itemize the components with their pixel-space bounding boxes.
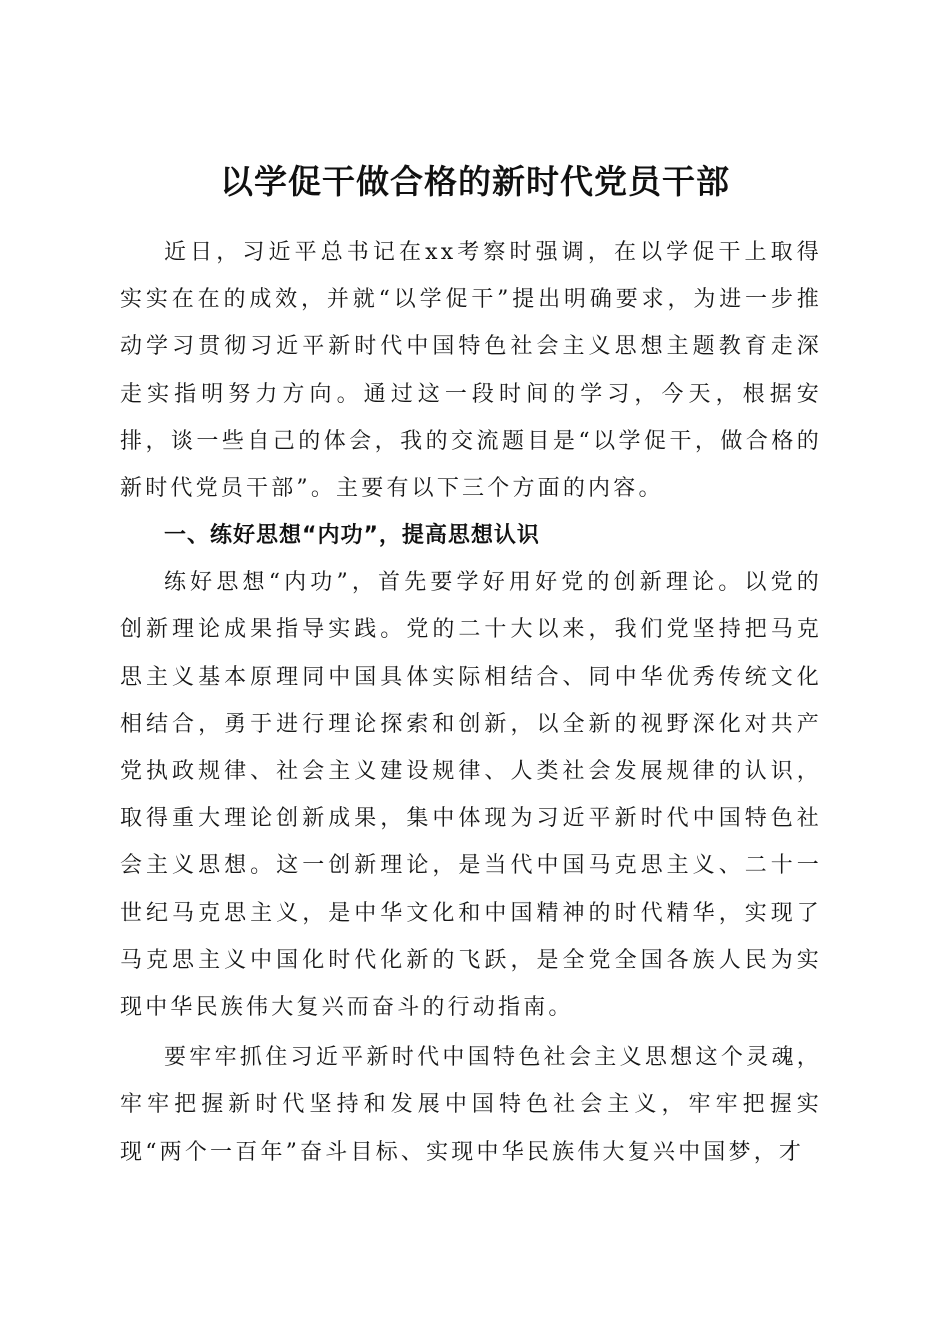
document-title: 以学促干做合格的新时代党员干部 [220, 162, 730, 202]
section-heading: 一、练好思想“内功”，提高思想认识 [164, 523, 540, 549]
body-paragraph: 练好思想“内功”，首先要学好用好党的创新理论。以党的创新理论成果指导实践。党的二十大以来，我们党坚持把马克思主义基本原理同中国具体实际相结合、同中华优秀传统文化相结合，勇于进行理论探索和创新，以全新的视野深化对共产党执政规律、社会主义建设规律、人类社会发展规律的认识，取得重大理论创新成果，集中体现为习近平新时代中国特色社会主义思想。这一创新理论，是当代中国马克思主义、二十一世纪马克思主义，是中华文化和中国精神的时代精华，实现了马克思主义中国化时代化新的飞跃，是全党全国各族人民为实现中华民族伟大复兴而奋斗的行动指南。 [120, 570, 822, 1021]
intro-paragraph: 近日，习近平总书记在xx考察时强调，在以学促干上取得实实在在的成效，并就“以学促干”提出明确要求，为进一步推动学习贯彻习近平新时代中国特色社会主义思想主题教育走深走实指明努力方向。通过这一段时间的学习，今天，根据安排，谈一些自己的体会，我的交流题目是“以学促干，做合格的新时代党员干部”。主要有以下三个方面的内容。 [120, 240, 822, 502]
body-paragraph: 要牢牢抓住习近平新时代中国特色社会主义思想这个灵魂，牢牢把握新时代坚持和发展中国特色社会主义，牢牢把握实现“两个一百年”奋斗目标、实现中华民族伟大复兴中国梦，才 [120, 1045, 822, 1165]
document-body [120, 229, 822, 1176]
